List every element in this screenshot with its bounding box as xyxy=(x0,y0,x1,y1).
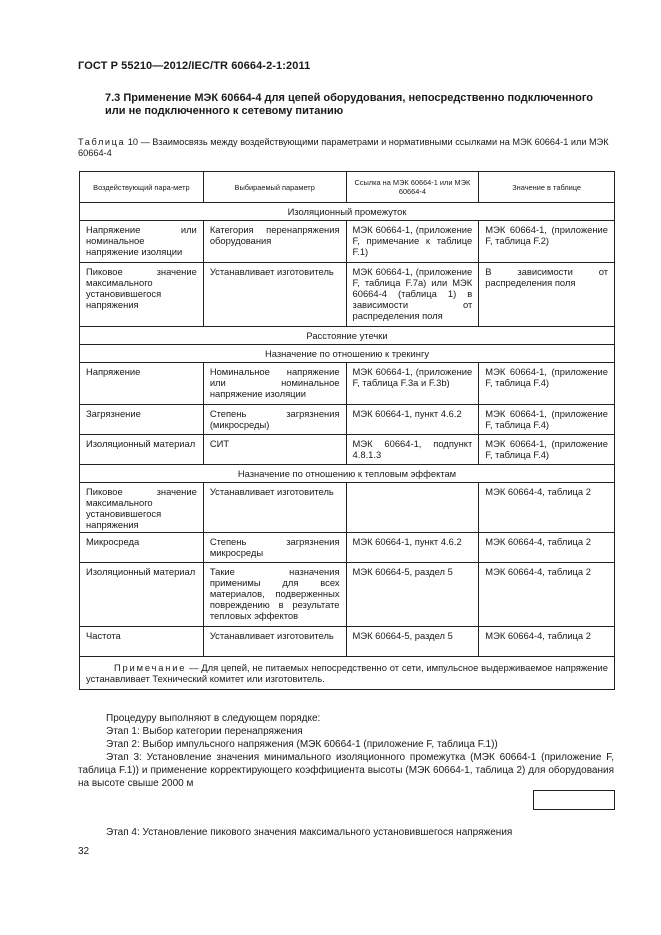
table-row xyxy=(80,405,615,435)
procedure-step: Этап 1: Выбор категории перенапряжения xyxy=(106,726,303,737)
table-cell: Категория перенапряжения оборудования xyxy=(203,221,346,263)
table-cell: МЭК 60664-1, (приложение F, таблица F.4) xyxy=(479,405,615,435)
table-cell xyxy=(346,483,479,533)
table-cell: МЭК 60664-1, (приложение F, таблица F.4) xyxy=(479,363,615,405)
table-cell: МЭК 60664-5, раздел 5 xyxy=(346,627,479,657)
header-cell: Значение в таблице xyxy=(479,172,615,203)
procedure-text xyxy=(78,712,614,790)
table-cell: МЭК 60664-1, пункт 4.6.2 xyxy=(346,405,479,435)
section-row xyxy=(80,327,615,345)
table-row xyxy=(80,363,615,405)
subsection-heading-thermal: Назначение по отношению к тепловым эффектам xyxy=(80,465,615,483)
section-row xyxy=(80,203,615,221)
table-cell: МЭК 60664-1, пункт 4.6.2 xyxy=(346,533,479,563)
table-cell: Напряжение xyxy=(80,363,204,405)
subsection-heading-tracking: Назначение по отношению к трекингу xyxy=(80,345,615,363)
document-header: ГОСТ Р 55210—2012/IEC/TR 60664-2-1:2011 xyxy=(78,60,311,72)
section-row xyxy=(80,465,615,483)
table-cell: МЭК 60664-1, (приложение F, таблица F.3a и F.3b) xyxy=(346,363,479,405)
table-cell: Степень загрязнения микросреды xyxy=(203,533,346,563)
table-cell: Устанавливает изготовитель xyxy=(203,263,346,327)
parameters-table xyxy=(79,171,615,690)
table-cell: МЭК 60664-1, подпункт 4.8.1.3 xyxy=(346,435,479,465)
header-cell: Ссылка на МЭК 60664-1 или МЭК 60664-4 xyxy=(346,172,479,203)
table-note xyxy=(80,657,615,690)
table-cell: МЭК 60664-1, (приложение F, таблица F.7а) или МЭК 60664-4 (таблица 1) в зависимости от распределения поля xyxy=(346,263,479,327)
table-caption-label: Таблица xyxy=(78,137,126,147)
note-text: — Для цепей, не питаемых непосредственно от сети, импульсное выдерживаемое напряжение устанавливает Технический комитет или изготовитель. xyxy=(86,662,608,684)
table-row xyxy=(80,221,615,263)
table-cell: Микросреда xyxy=(80,533,204,563)
empty-frame xyxy=(533,790,615,810)
table-caption-text: 10 — Взаимосвязь между воздействующими параметрами и нормативными ссылками на МЭК 60664-1 или МЭК 60664-4 xyxy=(78,137,609,158)
section-heading-clearance: Изоляционный промежуток xyxy=(80,203,615,221)
section-heading-creepage: Расстояние утечки xyxy=(80,327,615,345)
note-row xyxy=(80,657,615,690)
table-row xyxy=(80,627,615,657)
table-cell: МЭК 60664-1, (приложение F, таблица F.2) xyxy=(479,221,615,263)
table-cell: Устанавливает изготовитель xyxy=(203,483,346,533)
page-number: 32 xyxy=(78,846,90,857)
section-row xyxy=(80,345,615,363)
table-cell: Устанавливает изготовитель xyxy=(203,627,346,657)
table-row xyxy=(80,263,615,327)
table-cell: Пиковое значение максимального установившегося напряжения xyxy=(80,483,204,533)
procedure-step: Этап 3: Установление значения минимального изоляционного промежутка (МЭК 60664-1 (приложение F, таблица F.1)) и применение корректирующего коэффициента высоты (МЭК 60664-1, таблица 2) для оборудования на высоте свыше 2000 м xyxy=(78,752,614,789)
table-cell: Изоляционный материал xyxy=(80,435,204,465)
table-row xyxy=(80,483,615,533)
header-cell: Воздействующий пара-метр xyxy=(80,172,204,203)
procedure-step: Этап 4: Установление пикового значения максимального установившегося напряжения xyxy=(106,827,513,838)
table-cell: Напряжение или номинальное напряжение изоляции xyxy=(80,221,204,263)
table-cell: Такие назначения применимы для всех материалов, подверженных повреждению в результате тепловых эффектов xyxy=(203,563,346,627)
table-cell: Пиковое значение максимального установившегося напряжения xyxy=(80,263,204,327)
table-cell: МЭК 60664-1, (приложение F, примечание к таблице F.1) xyxy=(346,221,479,263)
procedure-step: Этап 2: Выбор импульсного напряжения (МЭК 60664-1 (приложение F, таблица F.1)) xyxy=(106,739,498,750)
table-cell: МЭК 60664-4, таблица 2 xyxy=(479,627,615,657)
note-label: Примечание xyxy=(114,662,187,673)
table-cell: МЭК 60664-1, (приложение F, таблица F.4) xyxy=(479,435,615,465)
table-cell: Степень загрязнения (микросреды) xyxy=(203,405,346,435)
table-cell: МЭК 60664-4, таблица 2 xyxy=(479,563,615,627)
table-cell: МЭК 60664-4, таблица 2 xyxy=(479,533,615,563)
section-title: 7.3 Применение МЭК 60664-4 для цепей оборудования, непосредственно подключенного или не подключенного к сетевому питанию xyxy=(105,92,593,117)
procedure-intro: Процедуру выполняют в следующем порядке: xyxy=(106,713,321,724)
table-cell: СИТ xyxy=(203,435,346,465)
table-header-row xyxy=(80,172,615,203)
table-cell: В зависимости от распределения поля xyxy=(479,263,615,327)
table-row xyxy=(80,563,615,627)
table-caption xyxy=(78,137,618,159)
table-cell: Частота xyxy=(80,627,204,657)
table-row xyxy=(80,533,615,563)
table-cell: МЭК 60664-4, таблица 2 xyxy=(479,483,615,533)
table-cell: МЭК 60664-5, раздел 5 xyxy=(346,563,479,627)
table-row xyxy=(80,435,615,465)
table-cell: Загрязнение xyxy=(80,405,204,435)
table-cell: Номинальное напряжение или номинальное напряжение изоляции xyxy=(203,363,346,405)
table-cell: Изоляционный материал xyxy=(80,563,204,627)
header-cell: Выбираемый параметр xyxy=(203,172,346,203)
